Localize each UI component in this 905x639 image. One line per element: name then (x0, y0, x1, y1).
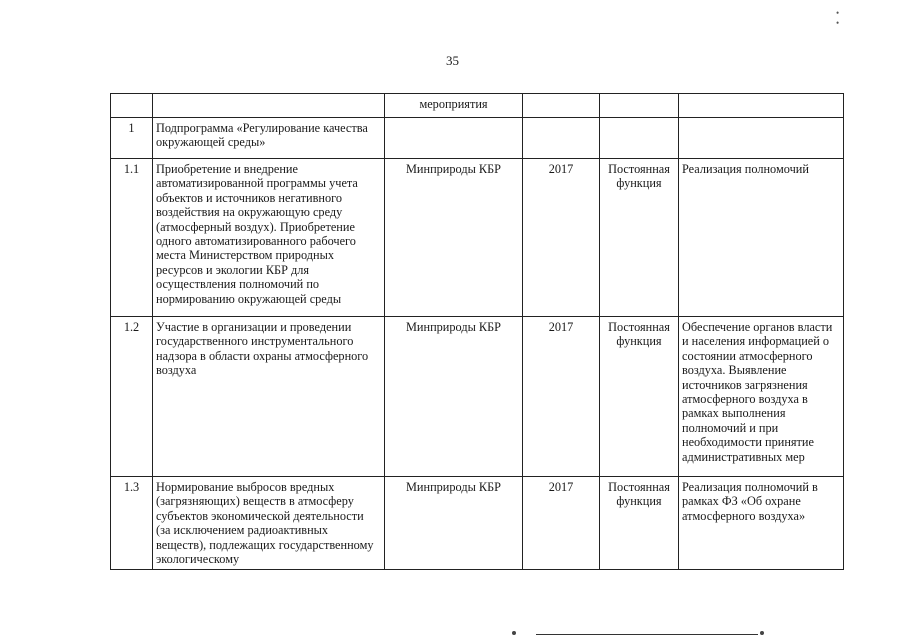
row-number: 1.1 (111, 159, 153, 317)
subprogram-year (523, 118, 600, 159)
row-number: 1.3 (111, 477, 153, 570)
subprogram-result (679, 118, 844, 159)
header-cell-activities: мероприятия (385, 94, 523, 118)
row-term: Постоянная функция (600, 477, 679, 570)
row-term: Постоянная функция (600, 317, 679, 477)
row-number: 1.2 (111, 317, 153, 477)
table-row (111, 317, 844, 477)
table-row (111, 159, 844, 317)
subprogram-name: Подпрограмма «Регулирование качества окружающей среды» (153, 118, 385, 159)
row-executor: Минприроды КБР (385, 159, 523, 317)
program-table (110, 93, 844, 570)
page-number: 35 (446, 53, 459, 68)
scan-mark-right (760, 631, 764, 635)
row-result: Обеспечение органов власти и населения информацией о состоянии атмосферного воздуха. Выявление источников загрязнения атмосферного воздуха в рамках выполнения полномочий и при необходимости принятие административных мер (679, 317, 844, 477)
row-year: 2017 (523, 159, 600, 317)
row-term: Постоянная функция (600, 159, 679, 317)
row-executor: Минприроды КБР (385, 317, 523, 477)
row-year: 2017 (523, 477, 600, 570)
bottom-rule (536, 634, 758, 635)
subprogram-term (600, 118, 679, 159)
header-cell-number (111, 94, 153, 118)
header-cell-name (153, 94, 385, 118)
row-activity-name: Участие в организации и проведении государственного инструментального надзора в области охраны атмосферного воздуха (153, 317, 385, 477)
header-cell-term (600, 94, 679, 118)
header-cell-year (523, 94, 600, 118)
subprogram-row (111, 118, 844, 159)
header-cell-result (679, 94, 844, 118)
scan-mark-left (512, 631, 516, 635)
row-result: Реализация полномочий (679, 159, 844, 317)
row-activity-name: Нормирование выбросов вредных (загрязняющих) веществ в атмосферу субъектов экономической деятельности (за исключением радиоактивных веществ), подлежащих государственному экологическому (153, 477, 385, 570)
table-header-row (111, 94, 844, 118)
subprogram-number: 1 (111, 118, 153, 159)
row-executor: Минприроды КБР (385, 477, 523, 570)
row-year: 2017 (523, 317, 600, 477)
corner-marks: • • (836, 8, 872, 28)
subprogram-executor (385, 118, 523, 159)
table-row (111, 477, 844, 570)
row-activity-name: Приобретение и внедрение автоматизированной программы учета объектов и источников негативного воздействия на окружающую среду (атмосферный воздух). Приобретение одного автоматизированного рабочего места Министерством природных ресурсов и экологии КБР для осуществления полномочий по нормированию окружающей среды (153, 159, 385, 317)
row-result: Реализация полномочий в рамках ФЗ «Об охране атмосферного воздуха» (679, 477, 844, 570)
